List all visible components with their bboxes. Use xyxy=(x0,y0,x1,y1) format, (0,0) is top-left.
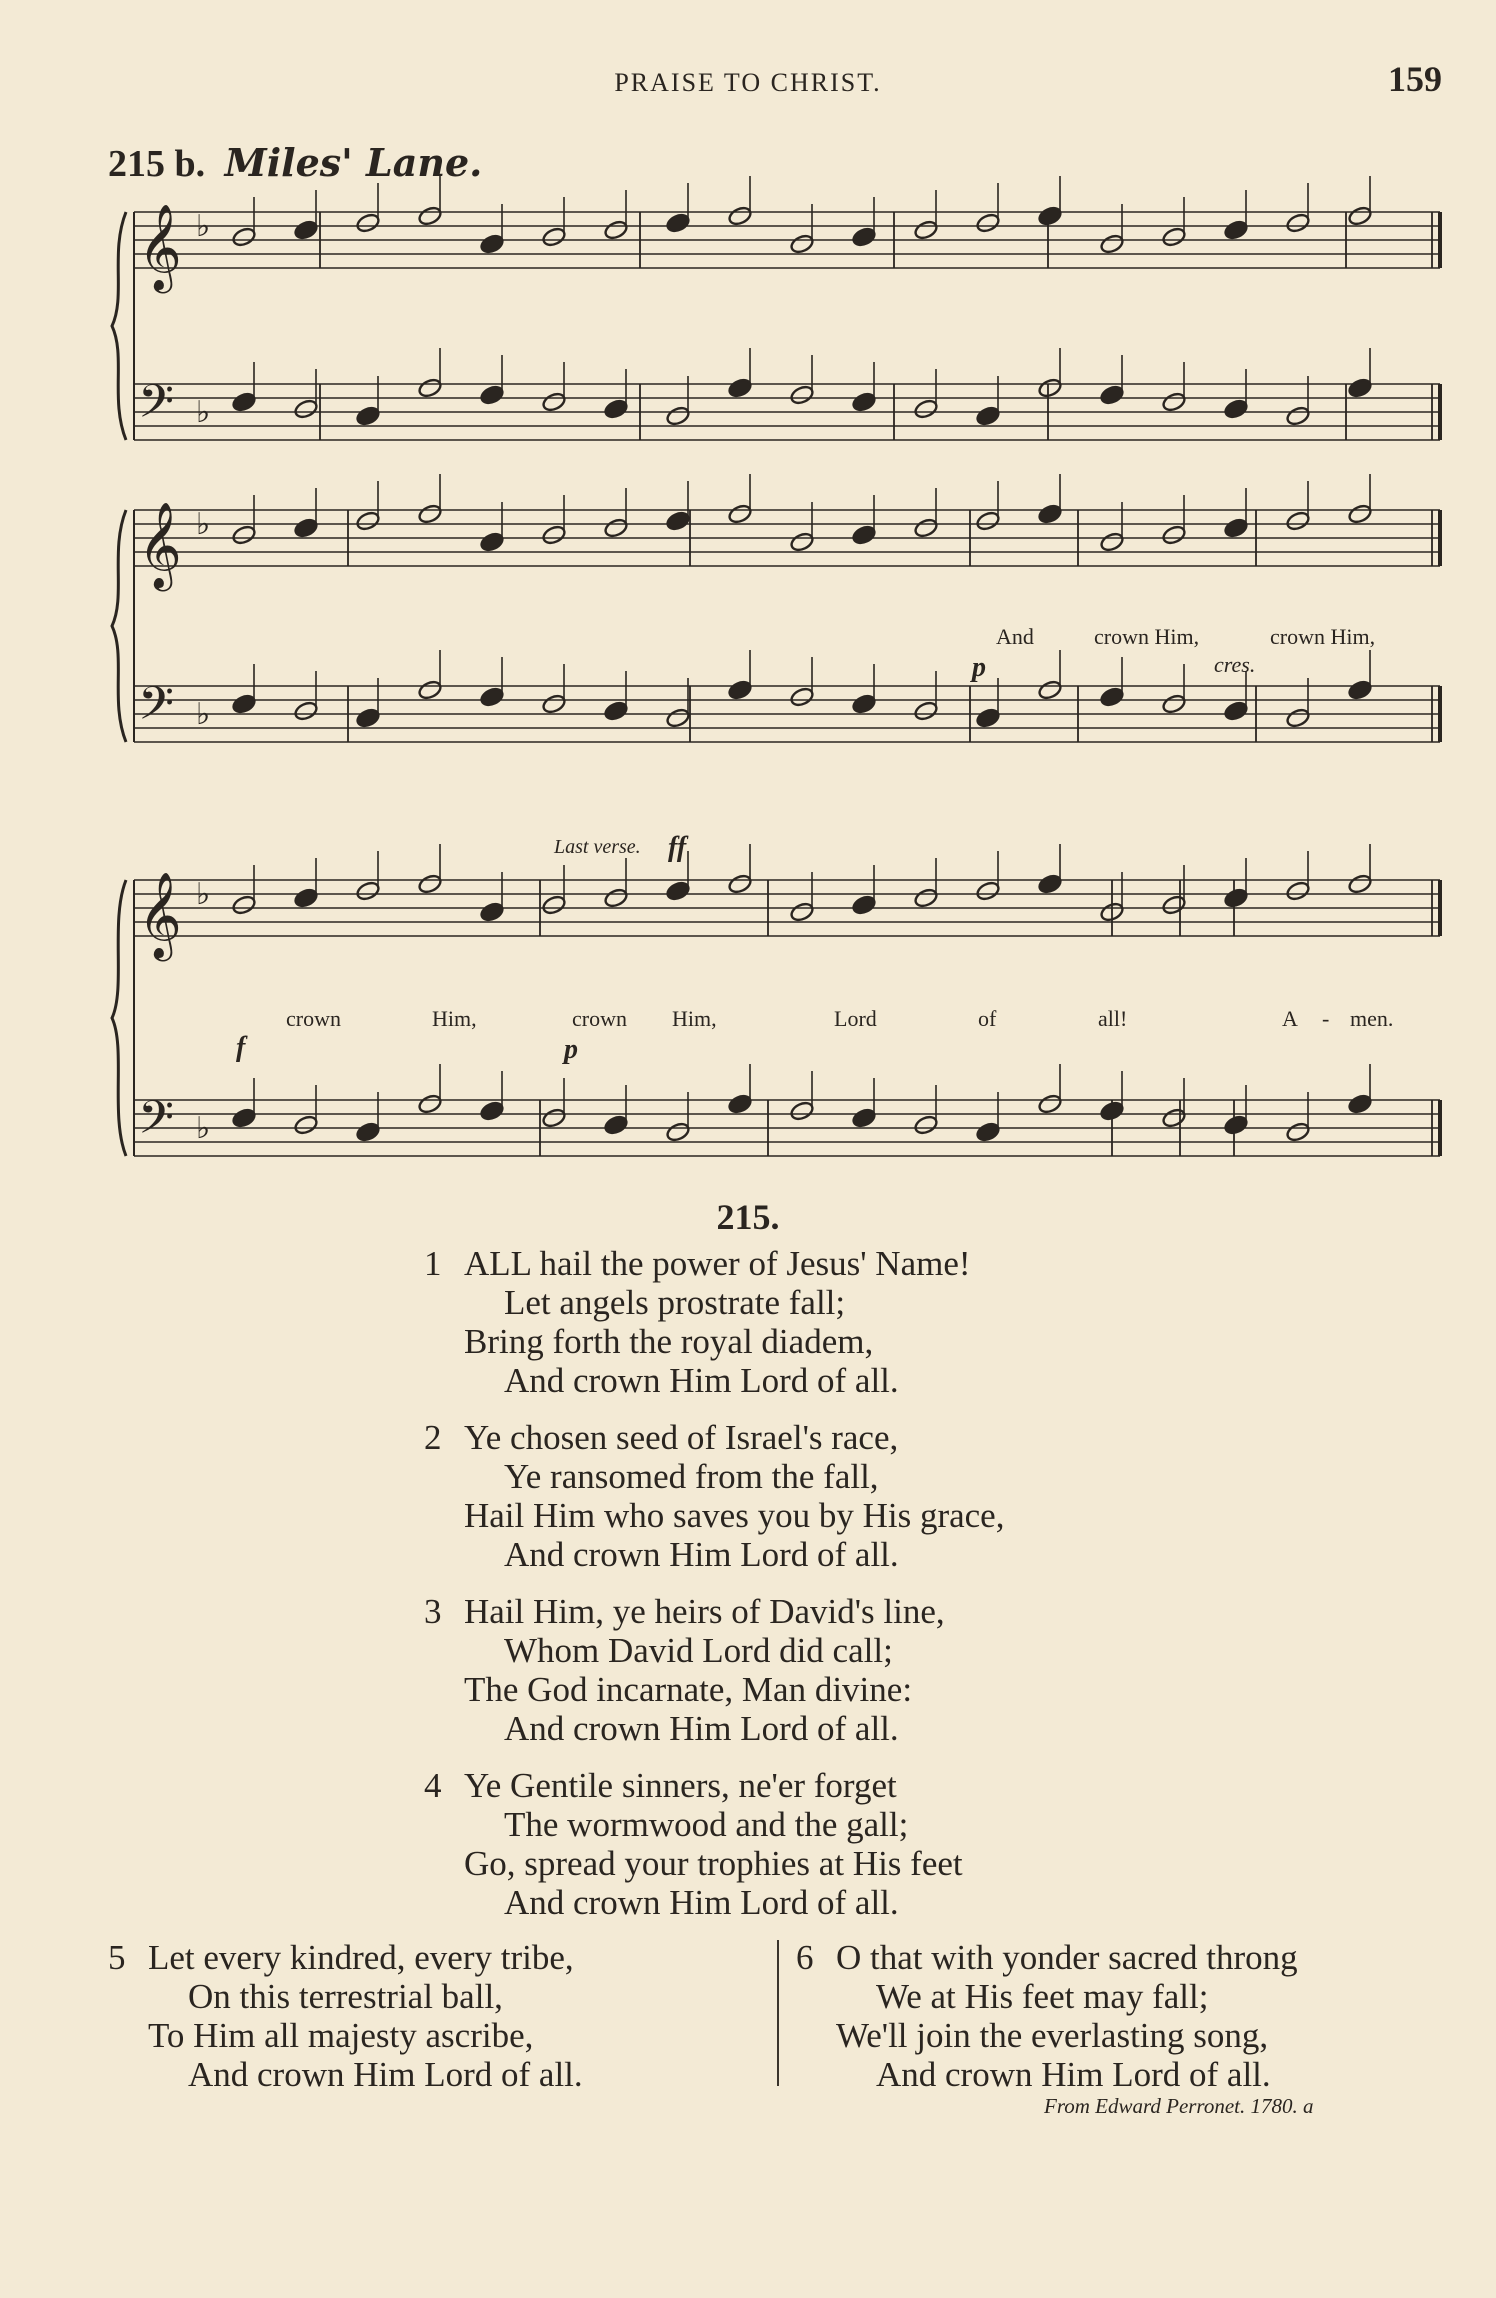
note-head xyxy=(1347,205,1373,227)
column-divider xyxy=(777,1940,779,2086)
note-head xyxy=(913,398,939,420)
lyric-lord: Lord xyxy=(834,1006,877,1031)
note-head xyxy=(293,1114,319,1136)
hymn-number: 215. xyxy=(716,1197,780,1237)
stanza-line: ALL hail the power of Jesus' Name! xyxy=(464,1244,971,1283)
note-head xyxy=(1037,377,1063,399)
stanza-line: And crown Him Lord of all. xyxy=(188,2055,583,2094)
note-head xyxy=(541,1107,567,1129)
system-brace xyxy=(112,510,126,742)
note-head xyxy=(231,693,257,715)
note-head xyxy=(727,679,753,701)
note-head xyxy=(479,233,505,255)
note-head xyxy=(665,707,691,729)
note-head xyxy=(727,205,753,227)
note-head xyxy=(1223,1114,1249,1136)
note-head xyxy=(975,1121,1001,1143)
note-head xyxy=(665,212,691,234)
flat-sign: ♭ xyxy=(196,395,211,430)
note-head xyxy=(355,212,381,234)
stanza-line: And crown Him Lord of all. xyxy=(876,2055,1271,2094)
note-head xyxy=(603,219,629,241)
note-head xyxy=(1223,887,1249,909)
note-head xyxy=(851,391,877,413)
stanza-6 xyxy=(796,1938,1298,2094)
note-head xyxy=(541,894,567,916)
lyric-men: men. xyxy=(1350,1006,1394,1031)
stanza-line: Whom David Lord did call; xyxy=(504,1631,893,1670)
stanza-4 xyxy=(424,1766,963,1922)
note-head xyxy=(1037,205,1063,227)
note-head xyxy=(1099,531,1125,553)
lyric-crown-2: crown xyxy=(572,1006,627,1031)
stanza-line: Let angels prostrate fall; xyxy=(504,1283,846,1322)
lyric-all: all! xyxy=(1098,1006,1128,1031)
flat-sign: ♭ xyxy=(196,697,211,732)
note-head xyxy=(479,1100,505,1122)
note-head xyxy=(913,700,939,722)
note-head xyxy=(1161,226,1187,248)
stanza-line: Hail Him, ye heirs of David's line, xyxy=(464,1592,945,1631)
stanza-3 xyxy=(424,1592,945,1748)
note-head xyxy=(851,524,877,546)
note-head xyxy=(231,391,257,413)
stanza-number: 6 xyxy=(796,1938,814,1977)
note-head xyxy=(355,707,381,729)
note-head xyxy=(1285,405,1311,427)
note-head xyxy=(665,1121,691,1143)
stanza-line: We at His feet may fall; xyxy=(876,1977,1209,2016)
note-head xyxy=(975,405,1001,427)
note-head xyxy=(1161,391,1187,413)
lyric-crown-1: crown xyxy=(286,1006,341,1031)
note-head xyxy=(975,707,1001,729)
stanza-line: And crown Him Lord of all. xyxy=(504,1535,899,1574)
note-head xyxy=(1285,510,1311,532)
lyric-a: A xyxy=(1282,1006,1298,1031)
note-head xyxy=(541,524,567,546)
stanza-line: The wormwood and the gall; xyxy=(504,1805,909,1844)
note-head xyxy=(665,405,691,427)
note-head xyxy=(479,531,505,553)
note-head xyxy=(789,384,815,406)
note-head xyxy=(231,1107,257,1129)
stanza-line: We'll join the everlasting song, xyxy=(836,2016,1269,2055)
lyric-him-2: Him, xyxy=(672,1006,717,1031)
note-head xyxy=(913,517,939,539)
note-head xyxy=(1037,1093,1063,1115)
note-head xyxy=(1285,212,1311,234)
note-head xyxy=(851,1107,877,1129)
flat-sign: ♭ xyxy=(196,209,211,244)
stanza-line: To Him all majesty ascribe, xyxy=(148,2016,534,2055)
clef-symbol: 𝄢 xyxy=(138,677,175,742)
note-head xyxy=(1099,233,1125,255)
note-head xyxy=(727,377,753,399)
lyric-of: of xyxy=(978,1006,997,1031)
note-head xyxy=(975,880,1001,902)
stanza-number: 4 xyxy=(424,1766,442,1805)
note-head xyxy=(417,503,443,525)
note-head xyxy=(1347,503,1373,525)
note-head xyxy=(975,212,1001,234)
stanza-line: On this terrestrial ball, xyxy=(188,1977,503,2016)
note-head xyxy=(479,901,505,923)
stanza-number: 1 xyxy=(424,1244,442,1283)
lyric-crown-him-1: crown Him, xyxy=(1094,624,1200,649)
clef-symbol: 𝄞 xyxy=(138,872,182,958)
note-head xyxy=(789,901,815,923)
dynamic-ff: ff xyxy=(668,832,687,863)
stanza-1 xyxy=(424,1244,971,1400)
note-head xyxy=(1285,707,1311,729)
note-head xyxy=(1223,517,1249,539)
note-head xyxy=(1223,700,1249,722)
note-head xyxy=(789,686,815,708)
note-head xyxy=(789,233,815,255)
lyric-dash: - xyxy=(1322,1006,1330,1031)
note-head xyxy=(1099,1100,1125,1122)
note-head xyxy=(1037,873,1063,895)
note-head xyxy=(851,226,877,248)
attribution: From Edward Perronet. 1780. a xyxy=(1044,2094,1314,2118)
note-head xyxy=(727,503,753,525)
note-head xyxy=(417,873,443,895)
last-verse-label: Last verse. xyxy=(554,836,641,858)
lyric-and: And xyxy=(996,624,1034,649)
note-head xyxy=(293,517,319,539)
stanza-line: Ye chosen seed of Israel's race, xyxy=(464,1418,899,1457)
note-head xyxy=(1161,894,1187,916)
note-head xyxy=(355,405,381,427)
lyric-crown-him-2: crown Him, xyxy=(1270,624,1376,649)
note-head xyxy=(727,1093,753,1115)
note-head xyxy=(293,887,319,909)
note-head xyxy=(913,219,939,241)
dynamic-p2: p xyxy=(564,1034,578,1065)
note-head xyxy=(1161,524,1187,546)
page-number: 159 xyxy=(1388,59,1442,99)
stanza-line: Ye ransomed from the fall, xyxy=(504,1457,879,1496)
note-head xyxy=(417,679,443,701)
note-head xyxy=(789,531,815,553)
tune-number: 215 b. xyxy=(108,143,206,185)
note-head xyxy=(1347,679,1373,701)
note-head xyxy=(541,391,567,413)
note-head xyxy=(851,894,877,916)
note-head xyxy=(1347,1093,1373,1115)
note-head xyxy=(1347,873,1373,895)
note-head xyxy=(603,1114,629,1136)
flat-sign: ♭ xyxy=(196,1111,211,1146)
note-head xyxy=(231,524,257,546)
clef-symbol: 𝄢 xyxy=(138,375,175,440)
note-head xyxy=(1285,1121,1311,1143)
note-head xyxy=(355,1121,381,1143)
note-head xyxy=(479,384,505,406)
note-head xyxy=(417,205,443,227)
note-head xyxy=(231,226,257,248)
note-head xyxy=(727,873,753,895)
stanza-line: Bring forth the royal diadem, xyxy=(464,1322,874,1361)
running-head: PRAISE TO CHRIST. xyxy=(614,68,882,97)
clef-symbol: 𝄢 xyxy=(138,1091,175,1156)
note-head xyxy=(1037,679,1063,701)
note-head xyxy=(1099,686,1125,708)
dynamic-f: f xyxy=(236,1032,246,1063)
stanza-number: 3 xyxy=(424,1592,442,1631)
tune-name: Miles' Lane. xyxy=(224,140,483,185)
note-head xyxy=(603,887,629,909)
stanza-line: The God incarnate, Man divine: xyxy=(464,1670,913,1709)
note-head xyxy=(417,1093,443,1115)
stanza-line: Let every kindred, every tribe, xyxy=(148,1938,574,1977)
note-head xyxy=(789,1100,815,1122)
system-brace xyxy=(112,880,126,1156)
stanza-number: 2 xyxy=(424,1418,442,1457)
stanza-line: And crown Him Lord of all. xyxy=(504,1883,899,1922)
stanza-line: Ye Gentile sinners, ne'er forget xyxy=(464,1766,897,1805)
note-head xyxy=(603,700,629,722)
note-head xyxy=(1161,693,1187,715)
note-head xyxy=(665,880,691,902)
note-head xyxy=(913,887,939,909)
dynamic-cres: cres. xyxy=(1214,652,1256,677)
stanza-line: And crown Him Lord of all. xyxy=(504,1361,899,1400)
note-head xyxy=(293,219,319,241)
note-head xyxy=(1223,398,1249,420)
note-head xyxy=(1099,384,1125,406)
note-head xyxy=(541,226,567,248)
stanza-2 xyxy=(424,1418,1004,1574)
stanza-line: And crown Him Lord of all. xyxy=(504,1709,899,1748)
note-head xyxy=(479,686,505,708)
stanza-line: Go, spread your trophies at His feet xyxy=(464,1844,963,1883)
note-head xyxy=(355,880,381,902)
note-head xyxy=(1285,880,1311,902)
note-head xyxy=(975,510,1001,532)
note-head xyxy=(913,1114,939,1136)
stanza-line: Hail Him who saves you by His grace, xyxy=(464,1496,1005,1535)
stanza-5 xyxy=(108,1938,583,2094)
note-head xyxy=(417,377,443,399)
note-head xyxy=(1161,1107,1187,1129)
stanza-line: O that with yonder sacred throng xyxy=(836,1938,1298,1977)
note-head xyxy=(541,693,567,715)
system-brace xyxy=(112,212,126,440)
note-head xyxy=(293,398,319,420)
note-head xyxy=(355,510,381,532)
flat-sign: ♭ xyxy=(196,877,211,912)
note-head xyxy=(1037,503,1063,525)
flat-sign: ♭ xyxy=(196,507,211,542)
note-head xyxy=(603,398,629,420)
note-head xyxy=(231,894,257,916)
note-head xyxy=(1223,219,1249,241)
clef-symbol: 𝄞 xyxy=(138,204,182,290)
clef-symbol: 𝄞 xyxy=(138,502,182,588)
lyric-him-1: Him, xyxy=(432,1006,477,1031)
dynamic-p: p xyxy=(972,652,986,683)
note-head xyxy=(1347,377,1373,399)
stanza-number: 5 xyxy=(108,1938,126,1977)
note-head xyxy=(603,517,629,539)
note-head xyxy=(851,693,877,715)
note-head xyxy=(293,700,319,722)
note-head xyxy=(665,510,691,532)
